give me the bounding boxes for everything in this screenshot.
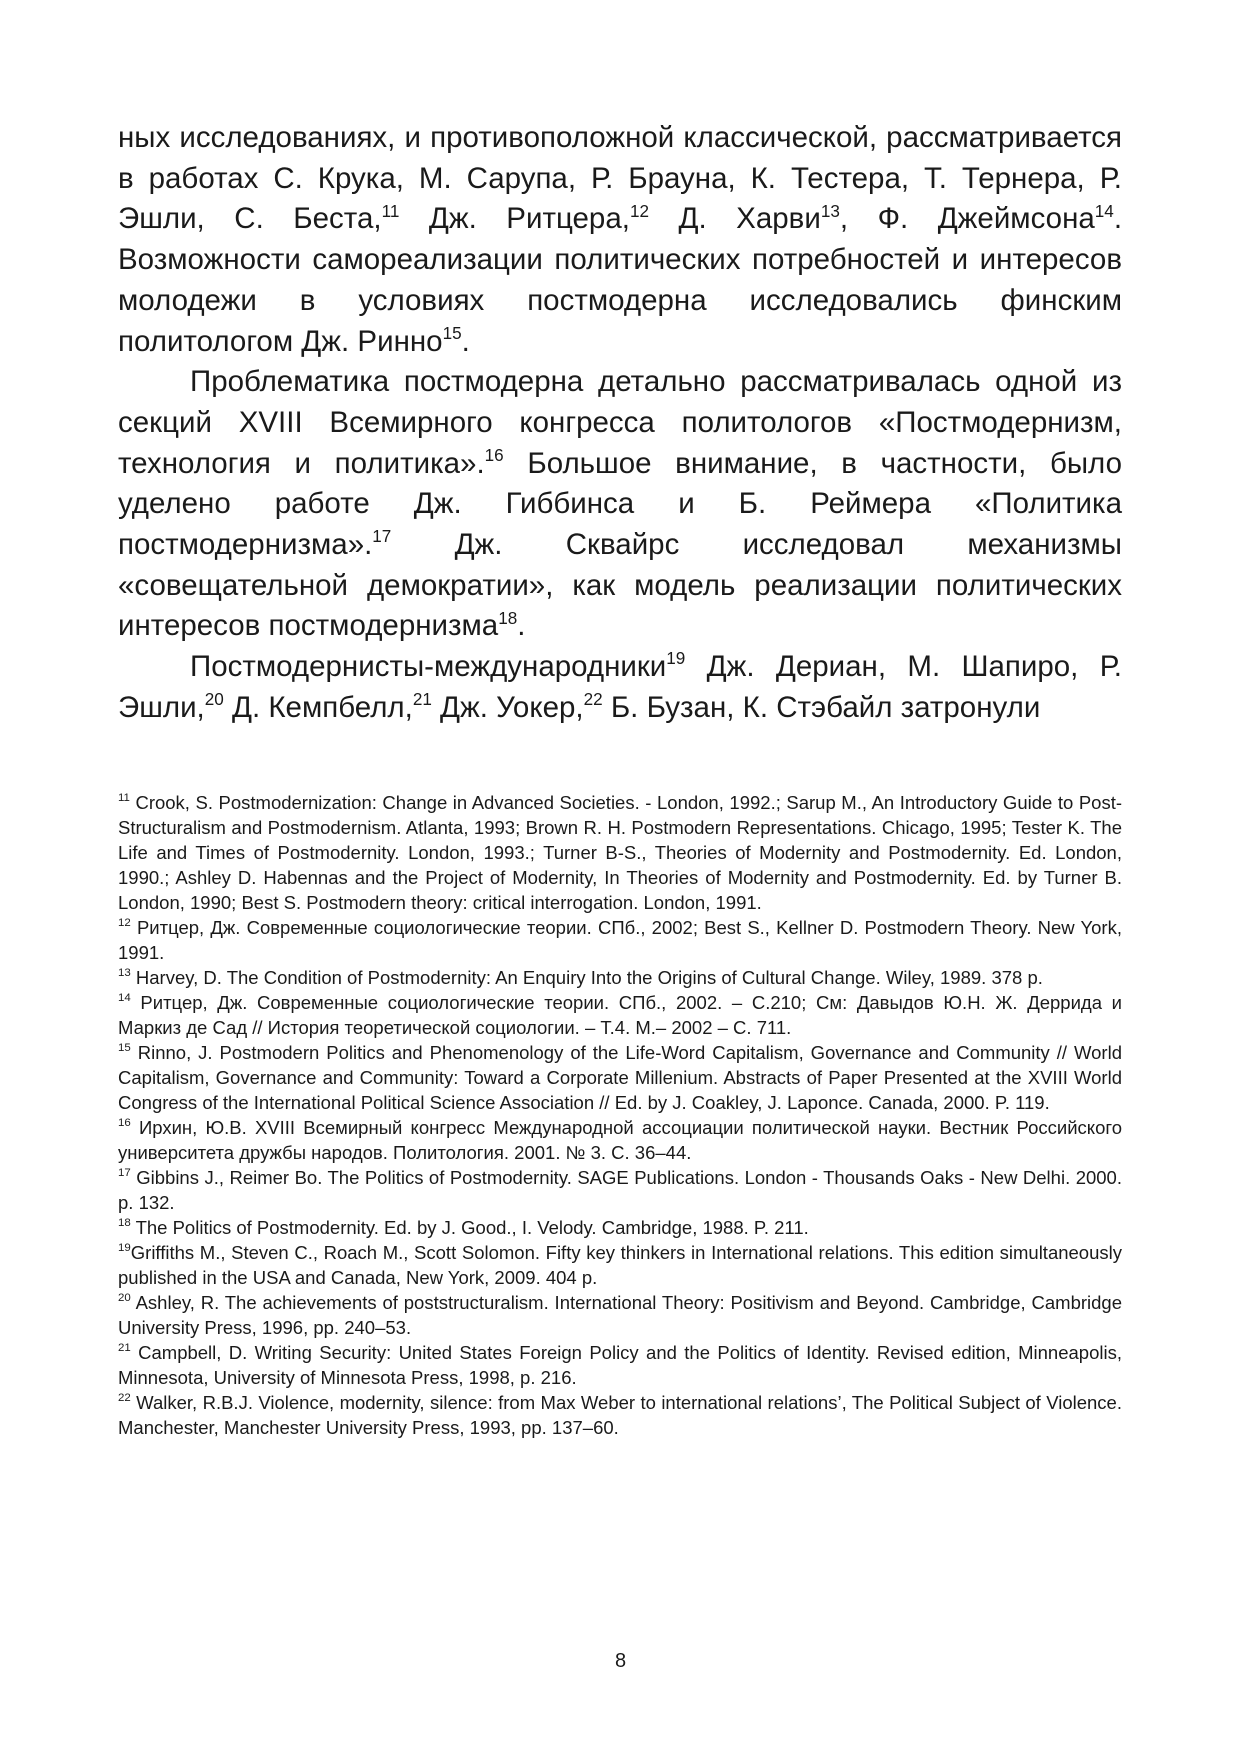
footnote-number: 18 (118, 1217, 131, 1230)
text-segment: Д. Кемпбелл, (223, 690, 413, 724)
footnote-text: Gibbins J., Reimer Bo. The Politics of Postmodernity. SAGE Publications. London - Thousands Oaks - New Delhi. 2000. p. 132. (118, 1167, 1122, 1213)
text-segment: Дж. Сквайрс исследовал механизмы «совещательной демократии», как модель реализации политических интересов постмодернизма (118, 528, 1122, 643)
footnotes (118, 790, 1122, 1440)
footnote-text: Rinno, J. Postmodern Politics and Phenomenology of the Life-Word Capitalism, Governance and Community // World Capitalism, Governance and Community: Toward a Corporate Millenium. Abstracts of Paper Presented at the XVIII World Congress of the International Political Science Association // Ed. by J. Coakley, J. Laponce. Canada, 2000. P. 119. (118, 1042, 1122, 1113)
footnote-ref: 13 (820, 201, 840, 221)
text-segment: Дж. Дериан, М. Шапиро, Р. Эшли, (118, 650, 1122, 724)
footnote-12 (118, 915, 1122, 965)
text-segment: . (461, 324, 470, 358)
text-segment: Дж. Ритцера, (399, 202, 630, 236)
footnote-text: Ритцер, Дж. Современные социологические теории. СПб., 2002. – С.210; См: Давыдов Ю.Н. Ж. Деррида и Маркиз де Сад // История теоретической социологии. – Т.4. М.– 2002 – С. 711. (118, 992, 1122, 1038)
footnote-ref: 16 (484, 445, 504, 465)
footnote-text: Harvey, D. The Condition of Postmodernity: An Enquiry Into the Origins of Cultural Change. Wiley, 1989. 378 p. (130, 967, 1043, 988)
text-segment: Б. Бузан, К. Стэбайл затронули (602, 690, 1041, 724)
footnote-number: 19 (118, 1242, 131, 1255)
footnote-number: 12 (118, 917, 131, 930)
footnote-number: 15 (118, 1042, 131, 1055)
footnote-13 (118, 965, 1122, 990)
text-segment: Постмодернисты-международники (190, 650, 667, 684)
footnote-number: 17 (118, 1167, 131, 1180)
text-segment: , Ф. Джеймсона (839, 202, 1095, 236)
footnote-ref: 19 (666, 649, 686, 669)
text-segment: Д. Харви (648, 202, 821, 236)
footnote-22 (118, 1390, 1122, 1440)
text-segment: Дж. Уокер, (431, 690, 584, 724)
footnote-ref: 14 (1094, 201, 1114, 221)
footnote-15 (118, 1040, 1122, 1115)
footnote-19 (118, 1240, 1122, 1290)
text-segment: . (517, 609, 526, 643)
footnote-18 (118, 1215, 1122, 1240)
footnote-text: Griffiths M., Steven C., Roach M., Scott Solomon. Fifty key thinkers in International relations. This edition simultaneously published in the USA and Canada, New York, 2009. 404 p. (118, 1242, 1122, 1288)
footnote-number: 13 (118, 967, 131, 980)
footnote-ref: 12 (629, 201, 649, 221)
footnote-text: Ирхин, Ю.В. XVIII Всемирный конгресс Международной ассоциации политической науки. Вестник Российского университета дружбы народов. Политология. 2001. № 3. С. 36–44. (118, 1117, 1122, 1163)
footnote-number: 11 (118, 792, 130, 805)
footnote-text: Ashley, R. The achievements of poststructuralism. International Theory: Positivism and Beyond. Cambridge, Cambridge University Press, 1996, pp. 240–53. (118, 1292, 1122, 1338)
footnote-17 (118, 1165, 1122, 1215)
footnote-number: 20 (118, 1292, 131, 1305)
footnote-ref: 18 (498, 608, 518, 628)
footnote-20 (118, 1290, 1122, 1340)
footnote-text: The Politics of Postmodernity. Ed. by J. Good., I. Velody. Cambridge, 1988. P. 211. (130, 1217, 809, 1238)
footnote-text: Crook, S. Postmodernization: Change in Advanced Societies. - London, 1992.; Sarup M., An Introductory Guide to Post-Structuralism and Postmodernism. Atlanta, 1993; Brown R. H. Postmodern Representations. Chicago, 1995; Tester K. The Life and Times of Postmodernity. London, 1993.; Turner B-S., Theories of Modernity and Postmodernity. Ed. London, 1990.; Ashley D. Habennas and the Project of Modernity, In Theories of Modernity and Postmodernity. Ed. by Turner B. London, 1990; Best S. Postmodern theory: critical interrogation. London, 1991. (118, 792, 1122, 913)
footnote-number: 16 (118, 1117, 131, 1130)
paragraph-3 (118, 647, 1122, 728)
text-segment: ных исследованиях, и противоположной классической, рассматривается в работах С. Крука, М. Сарупа, Р. Брауна, К. Тестера, Т. Тернера, Р. Эшли, С. Беста, (118, 121, 1122, 236)
footnote-ref: 20 (204, 690, 224, 710)
main-text (118, 118, 1122, 729)
footnote-ref: 22 (583, 690, 603, 710)
page-number: 8 (614, 1650, 627, 1672)
text-segment: . Возможности самореализации политических потребностей и интересов молодежи в условиях постмодерна исследовались финским политологом Дж. Ринно (118, 202, 1123, 358)
footnote-ref: 17 (372, 527, 392, 547)
footnote-14 (118, 990, 1122, 1040)
footnote-11 (118, 790, 1122, 915)
paragraph-2 (118, 362, 1122, 647)
text-segment: Большое внимание, в частности, было уделено работе Дж. Гиббинса и Б. Реймера «Политика постмодернизма». (118, 446, 1122, 562)
footnote-ref: 15 (442, 323, 462, 343)
footnote-number: 22 (118, 1392, 131, 1405)
footnote-ref: 11 (381, 201, 400, 221)
footnote-21 (118, 1340, 1122, 1390)
footnote-text: Ритцер, Дж. Современные социологические теории. СПб., 2002; Best S., Kellner D. Postmodern Theory. New York, 1991. (118, 917, 1122, 963)
footnote-text: Campbell, D. Writing Security: United States Foreign Policy and the Politics of Identity. Revised edition, Minneapolis, Minnesota, University of Minnesota Press, 1998, p. 216. (118, 1342, 1122, 1388)
footnote-16 (118, 1115, 1122, 1165)
footnote-text: Walker, R.B.J. Violence, modernity, silence: from Max Weber to international relations’, The Political Subject of Violence. Manchester, Manchester University Press, 1993, pp. 137–60. (118, 1392, 1122, 1438)
footnote-ref: 21 (412, 690, 432, 710)
footnote-number: 21 (118, 1342, 131, 1355)
text-segment: Проблематика постмодерна детально рассматривалась одной из секций XVIII Всемирного конгресса политологов «Постмодернизм, технология и политика». (118, 365, 1122, 480)
footnote-number: 14 (118, 992, 131, 1005)
paragraph-1 (118, 118, 1122, 362)
